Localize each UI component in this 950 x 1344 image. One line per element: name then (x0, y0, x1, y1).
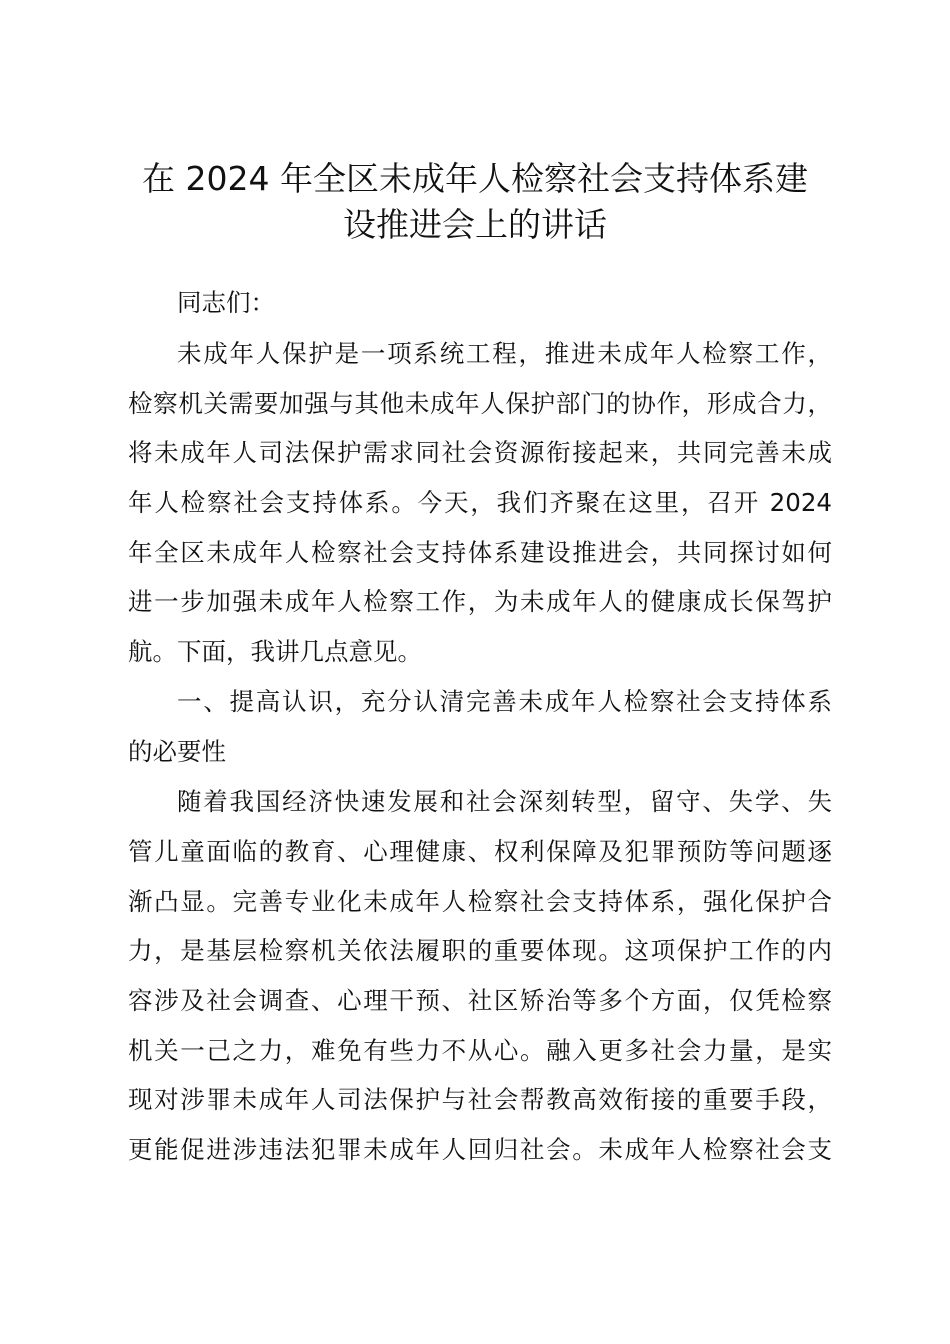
paragraph-line: 力，是基层检察机关依法履职的重要体现。这项保护工作的内 (128, 936, 832, 965)
salutation: 同志们： (177, 288, 275, 317)
title-line-1: 在 2024 年全区未成年人检察社会支持体系建 (142, 159, 808, 198)
section-heading-continued: 的必要性 (128, 737, 226, 766)
paragraph-line: 现对涉罪未成年人司法保护与社会帮教高效衔接的重要手段， (128, 1085, 832, 1114)
title-line-2: 设推进会上的讲话 (343, 205, 607, 244)
paragraph-line: 检察机关需要加强与其他未成年人保护部门的协作，形成合力， (128, 389, 832, 418)
paragraph-line: 航。下面，我讲几点意见。 (128, 637, 422, 666)
paragraph-line: 年全区未成年人检察社会支持体系建设推进会，共同探讨如何 (128, 538, 832, 567)
paragraph-line: 年人检察社会支持体系。今天，我们齐聚在这里，召开 2024 (128, 488, 832, 517)
paragraph-line: 将未成年人司法保护需求同社会资源衔接起来，共同完善未成 (128, 438, 832, 467)
paragraph-line: 管儿童面临的教育、心理健康、权利保障及犯罪预防等问题逐 (128, 837, 832, 866)
paragraph-line: 未成年人保护是一项系统工程，推进未成年人检察工作， (177, 339, 832, 368)
paragraph-line: 进一步加强未成年人检察工作，为未成年人的健康成长保驾护 (128, 587, 832, 616)
paragraph-line: 机关一己之力，难免有些力不从心。融入更多社会力量，是实 (128, 1036, 832, 1065)
paragraph-line: 更能促进涉违法犯罪未成年人回归社会。未成年人检察社会支 (128, 1135, 832, 1164)
document-title (110, 156, 840, 248)
section-heading: 一、提高认识，充分认清完善未成年人检察社会支持体系 (177, 687, 832, 716)
paragraph-line: 容涉及社会调查、心理干预、社区矫治等多个方面，仅凭检察 (128, 986, 832, 1015)
paragraph-line: 渐凸显。完善专业化未成年人检察社会支持体系，强化保护合 (128, 887, 832, 916)
paragraph-line: 随着我国经济快速发展和社会深刻转型，留守、失学、失 (177, 787, 832, 816)
